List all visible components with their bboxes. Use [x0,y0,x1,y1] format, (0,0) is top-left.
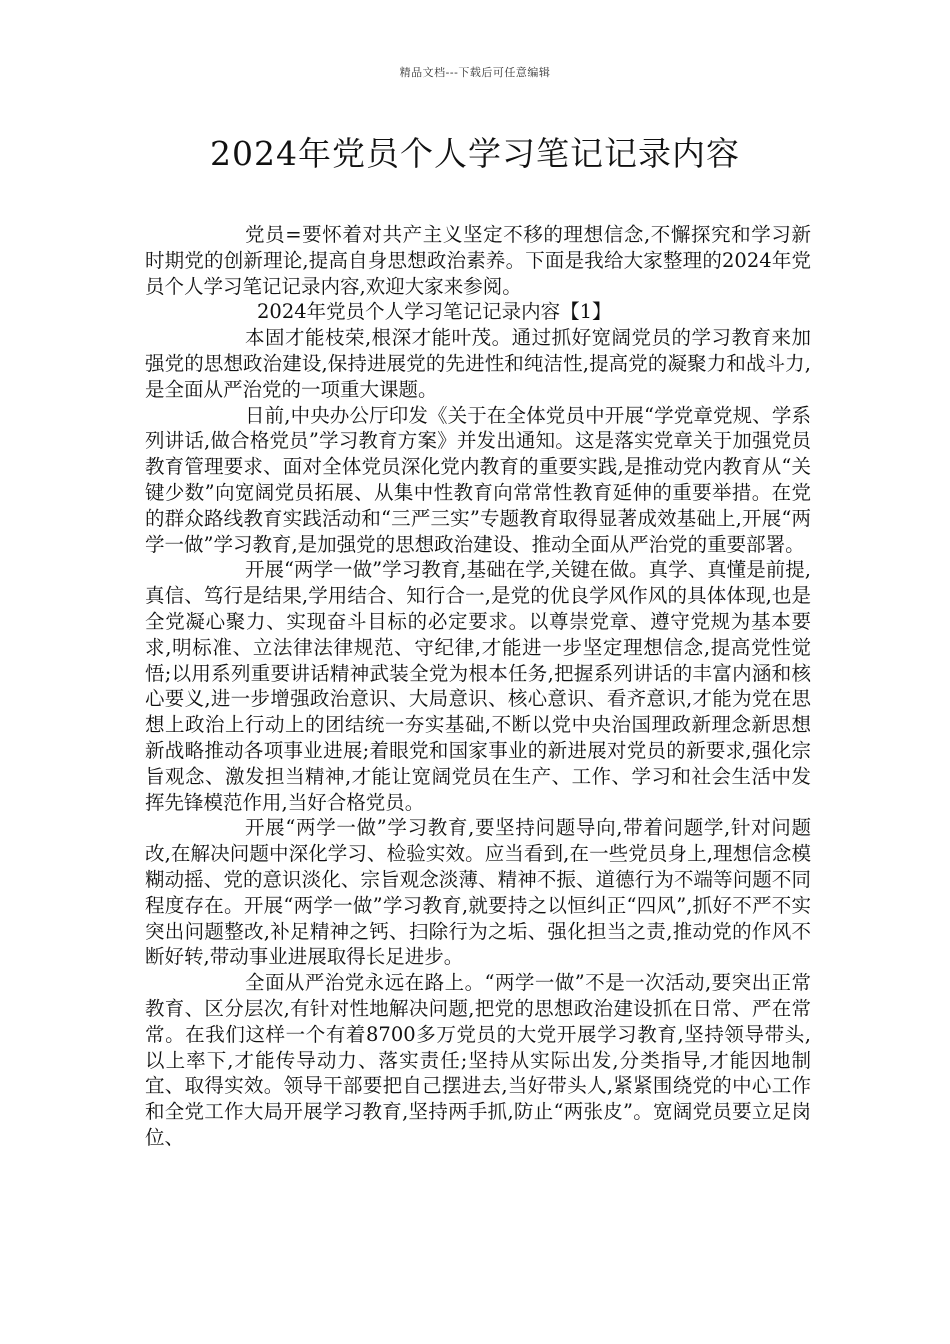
section-heading: 2024年党员个人学习笔记记录内容【1】 [257,300,612,324]
paragraph: 本固才能枝荣,根深才能叶茂。通过抓好宽阔党员的学习教育来加强党的思想政治建设,保持进展党的先进性和纯洁性,提高党的凝聚力和战斗力,是全面从严治党的一项重大课题。 [145,326,811,401]
document-header-note: 精品文档---下载后可任意编辑 [399,66,551,79]
document-title: 2024年党员个人学习笔记记录内容 [210,134,740,173]
paragraph-intro: 党员=要怀着对共产主义坚定不移的理想信念,不懈探究和学习新时期党的创新理论,提高自身思想政治素养。下面是我给大家整理的2024年党员个人学习笔记记录内容,欢迎大家来参阅。 [145,223,811,298]
paragraph: 开展“两学一做”学习教育,要坚持问题导向,带着问题学,针对问题改,在解决问题中深化学习、检验实效。应当看到,在一些党员身上,理想信念模糊动摇、党的意识淡化、宗旨观念淡薄、精神不振、道德行为不端等问题不同程度存在。开展“两学一做”学习教育,就要持之以恒纠正“四风”,抓好不严不实突出问题整改,补足精神之钙、扫除行为之垢、强化担当之责,推动党的作风不断好转,带动事业进展取得长足进步。 [145,816,811,969]
paragraph: 日前,中央办公厅印发《关于在全体党员中开展“学党章党规、学系列讲话,做合格党员”学习教育方案》并发出通知。这是落实党章关于加强党员教育管理要求、面对全体党员深化党内教育的重要实践,是推动党内教育从“关键少数”向宽阔党员拓展、从集中性教育向常常性教育延伸的重要举措。在党的群众路线教育实践活动和“三严三实”专题教育取得显著成效基础上,开展“两学一做”学习教育,是加强党的思想政治建设、推动全面从严治党的重要部署。 [145,403,811,556]
paragraph: 开展“两学一做”学习教育,基础在学,关键在做。真学、真懂是前提,真信、笃行是结果,学用结合、知行合一,是党的优良学风作风的具体体现,也是全党凝心聚力、实现奋斗目标的必定要求。以尊崇党章、遵守党规为基本要求,明标准、立法律法律规范、守纪律,才能进一步坚定理想信念,提高党性觉悟;以用系列重要讲话精神武装全党为根本任务,把握系列讲话的丰富内涵和核心要义,进一步增强政治意识、大局意识、核心意识、看齐意识,才能为党在思想上政治上行动上的团结统一夯实基础,不断以党中央治国理政新理念新思想新战略推动各项事业进展;着眼党和国家事业的新进展对党员的新要求,强化宗旨观念、激发担当精神,才能让宽阔党员在生产、工作、学习和社会生活中发挥先锋模范作用,当好合格党员。 [145,558,811,814]
paragraph: 全面从严治党永远在路上。“两学一做”不是一次活动,要突出正常教育、区分层次,有针对性地解决问题,把党的思想政治建设抓在日常、严在常常。在我们这样一个有着8700多万党员的大党开展学习教育,坚持领导带头,以上率下,才能传导动力、落实责任;坚持从实际出发,分类指导,才能因地制宜、取得实效。领导干部要把自己摆进去,当好带头人,紧紧围绕党的中心工作和全党工作大局开展学习教育,坚持两手抓,防止“两张皮”。宽阔党员要立足岗位、 [145,971,811,1149]
document-body [145,222,811,1151]
